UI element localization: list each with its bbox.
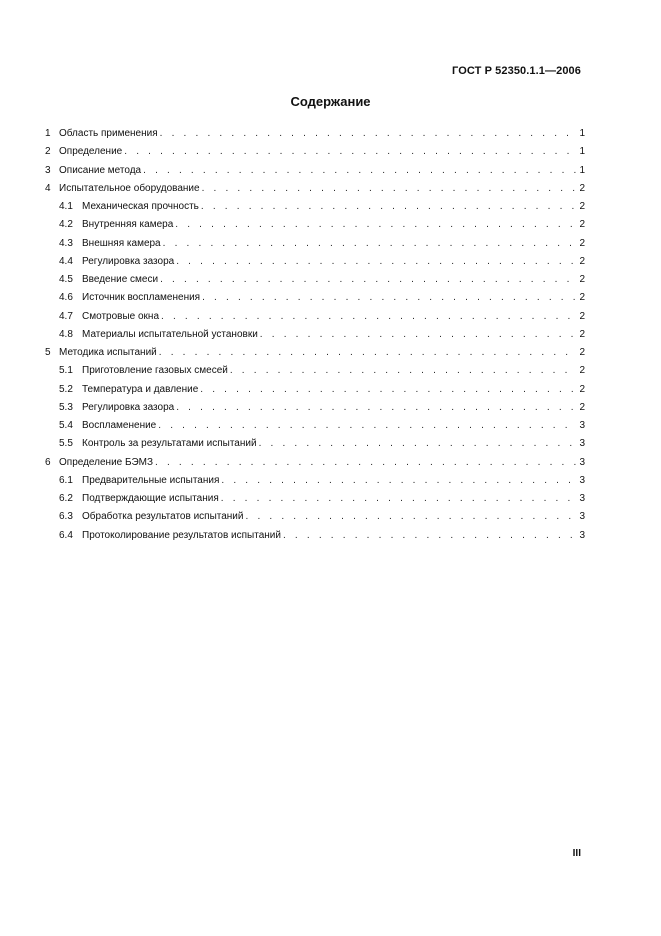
toc-entry-label: Источник воспламенения xyxy=(82,292,201,304)
toc-dot-leader xyxy=(201,198,577,216)
toc-dot-leader xyxy=(259,435,577,453)
toc-entry[interactable] xyxy=(45,527,585,545)
toc-entry[interactable] xyxy=(45,435,585,453)
toc-entry-label: Воспламенение xyxy=(82,420,157,431)
toc-entry-page: 2 xyxy=(579,401,585,413)
toc-entry-number: 4 xyxy=(45,182,51,194)
toc-entry-page: 1 xyxy=(579,164,585,176)
toc-entry-page: 2 xyxy=(579,365,585,377)
toc-entry-number: 4.4 xyxy=(59,255,73,267)
toc-dot-leader xyxy=(160,125,577,143)
toc-dot-leader xyxy=(245,508,576,526)
toc-entry[interactable] xyxy=(45,162,585,180)
toc-entry-number: 6 xyxy=(45,456,51,468)
toc-dot-leader xyxy=(283,527,576,545)
toc-entry-page: 2 xyxy=(579,292,585,304)
toc-entry-number: 4.5 xyxy=(59,274,73,285)
toc-entry-label: Обработка результатов испытаний xyxy=(82,511,244,523)
toc-entry-number: 6.3 xyxy=(59,511,73,523)
toc-dot-leader xyxy=(221,490,577,508)
toc-dot-leader xyxy=(161,308,576,326)
toc-entry-label: Предварительные испытания xyxy=(82,474,220,486)
toc-entry[interactable] xyxy=(45,472,585,490)
toc-entry-page: 3 xyxy=(579,529,585,541)
toc-entry-page: 3 xyxy=(579,438,585,450)
toc-entry-page: 3 xyxy=(579,474,585,486)
toc-entry[interactable] xyxy=(45,326,585,344)
toc-entry[interactable] xyxy=(45,417,585,435)
toc-entry-page: 2 xyxy=(579,182,585,194)
toc-entry-page: 2 xyxy=(579,347,585,358)
toc-entry-page: 3 xyxy=(579,511,585,523)
toc-entry-label: Испытательное оборудование xyxy=(59,182,200,194)
toc-entry[interactable] xyxy=(45,198,585,216)
toc-entry-number: 4.6 xyxy=(59,292,73,304)
toc-entry-number: 5.1 xyxy=(59,365,73,377)
toc-entry-number: 3 xyxy=(45,164,51,176)
standard-code-header: ГОСТ Р 52350.1.1—2006 xyxy=(452,65,581,77)
toc-dot-leader xyxy=(124,143,576,161)
toc-entry[interactable] xyxy=(45,454,585,472)
toc-entry-page: 1 xyxy=(579,146,585,158)
toc-entry-page: 2 xyxy=(579,201,585,212)
toc-entry-label: Методика испытаний xyxy=(59,347,157,358)
toc-entry[interactable] xyxy=(45,362,585,380)
toc-entry-page: 3 xyxy=(579,493,585,504)
toc-entry-label: Внешняя камера xyxy=(82,237,161,249)
toc-dot-leader xyxy=(230,362,577,380)
toc-entry[interactable] xyxy=(45,125,585,143)
toc-entry-number: 1 xyxy=(45,128,51,139)
toc-entry-number: 4.8 xyxy=(59,328,73,340)
toc-dot-leader xyxy=(176,253,576,271)
toc-entry-label: Внутренняя камера xyxy=(82,219,174,231)
toc-entry-number: 5.3 xyxy=(59,401,73,413)
toc-entry-label: Подтверждающие испытания xyxy=(82,493,219,504)
toc-entry-number: 5.4 xyxy=(59,420,73,431)
toc-entry[interactable] xyxy=(45,180,585,198)
toc-entry-number: 4.7 xyxy=(59,310,73,322)
toc-dot-leader xyxy=(159,344,577,362)
toc-entry-label: Регулировка зазора xyxy=(82,255,175,267)
toc-entry-number: 4.2 xyxy=(59,219,73,231)
toc-dot-leader xyxy=(260,326,577,344)
toc-entry-page: 2 xyxy=(579,310,585,322)
toc-entry-page: 3 xyxy=(579,456,585,468)
toc-entry-label: Введение смеси xyxy=(82,274,159,285)
toc-entry[interactable] xyxy=(45,399,585,417)
toc-entry-page: 3 xyxy=(579,420,585,431)
toc-entry[interactable] xyxy=(45,271,585,289)
toc-entry-label: Описание метода xyxy=(59,164,142,176)
toc-entry-number: 4.3 xyxy=(59,237,73,249)
toc-entry[interactable] xyxy=(45,216,585,234)
toc-dot-leader xyxy=(200,381,576,399)
toc-entry-page: 2 xyxy=(579,383,585,395)
toc-entry-page: 2 xyxy=(579,328,585,340)
toc-entry-label: Материалы испытательной установки xyxy=(82,328,258,340)
toc-entry-page: 1 xyxy=(579,128,585,139)
toc-entry[interactable] xyxy=(45,508,585,526)
toc-entry-label: Температура и давление xyxy=(82,383,199,395)
toc-dot-leader xyxy=(160,271,576,289)
toc-entry[interactable] xyxy=(45,289,585,307)
toc-dot-leader xyxy=(202,180,577,198)
toc-entry-number: 6.4 xyxy=(59,529,73,541)
toc-entry-number: 5.5 xyxy=(59,438,73,450)
toc-title: Содержание xyxy=(290,94,371,109)
toc-dot-leader xyxy=(163,235,577,253)
toc-dot-leader xyxy=(175,216,576,234)
toc-entry-label: Механическая прочность xyxy=(82,201,199,212)
toc-entry-label: Протоколирование результатов испытаний xyxy=(82,529,281,541)
toc-entry-label: Контроль за результатами испытаний xyxy=(82,438,257,450)
toc-entry[interactable] xyxy=(45,143,585,161)
toc-entry-page: 2 xyxy=(579,255,585,267)
toc-dot-leader xyxy=(202,289,576,307)
toc-entry[interactable] xyxy=(45,344,585,362)
toc-entry[interactable] xyxy=(45,235,585,253)
toc-dot-leader xyxy=(143,162,576,180)
toc-entry-label: Регулировка зазора xyxy=(82,401,175,413)
toc-entry-number: 6.2 xyxy=(59,493,73,504)
toc-entry-number: 4.1 xyxy=(59,201,73,212)
table-of-contents xyxy=(45,125,585,545)
toc-entry-page: 2 xyxy=(579,274,585,285)
toc-entry-number: 2 xyxy=(45,146,51,158)
toc-entry[interactable] xyxy=(45,308,585,326)
toc-entry-label: Область применения xyxy=(59,128,158,139)
toc-entry-page: 2 xyxy=(579,237,585,249)
toc-entry-number: 6.1 xyxy=(59,474,73,486)
toc-entry-number: 5.2 xyxy=(59,383,73,395)
toc-entry-label: Приготовление газовых смесей xyxy=(82,365,228,377)
toc-dot-leader xyxy=(158,417,576,435)
toc-entry[interactable] xyxy=(45,253,585,271)
toc-dot-leader xyxy=(155,454,576,472)
page-number: III xyxy=(572,848,581,859)
toc-entry-number: 5 xyxy=(45,347,51,358)
toc-entry[interactable] xyxy=(45,490,585,508)
toc-dot-leader xyxy=(221,472,576,490)
toc-entry-label: Определение БЭМЗ xyxy=(59,456,154,468)
toc-entry-label: Определение xyxy=(59,146,123,158)
toc-entry-page: 2 xyxy=(579,219,585,231)
toc-dot-leader xyxy=(176,399,576,417)
toc-entry-label: Смотровые окна xyxy=(82,310,160,322)
toc-entry[interactable] xyxy=(45,381,585,399)
